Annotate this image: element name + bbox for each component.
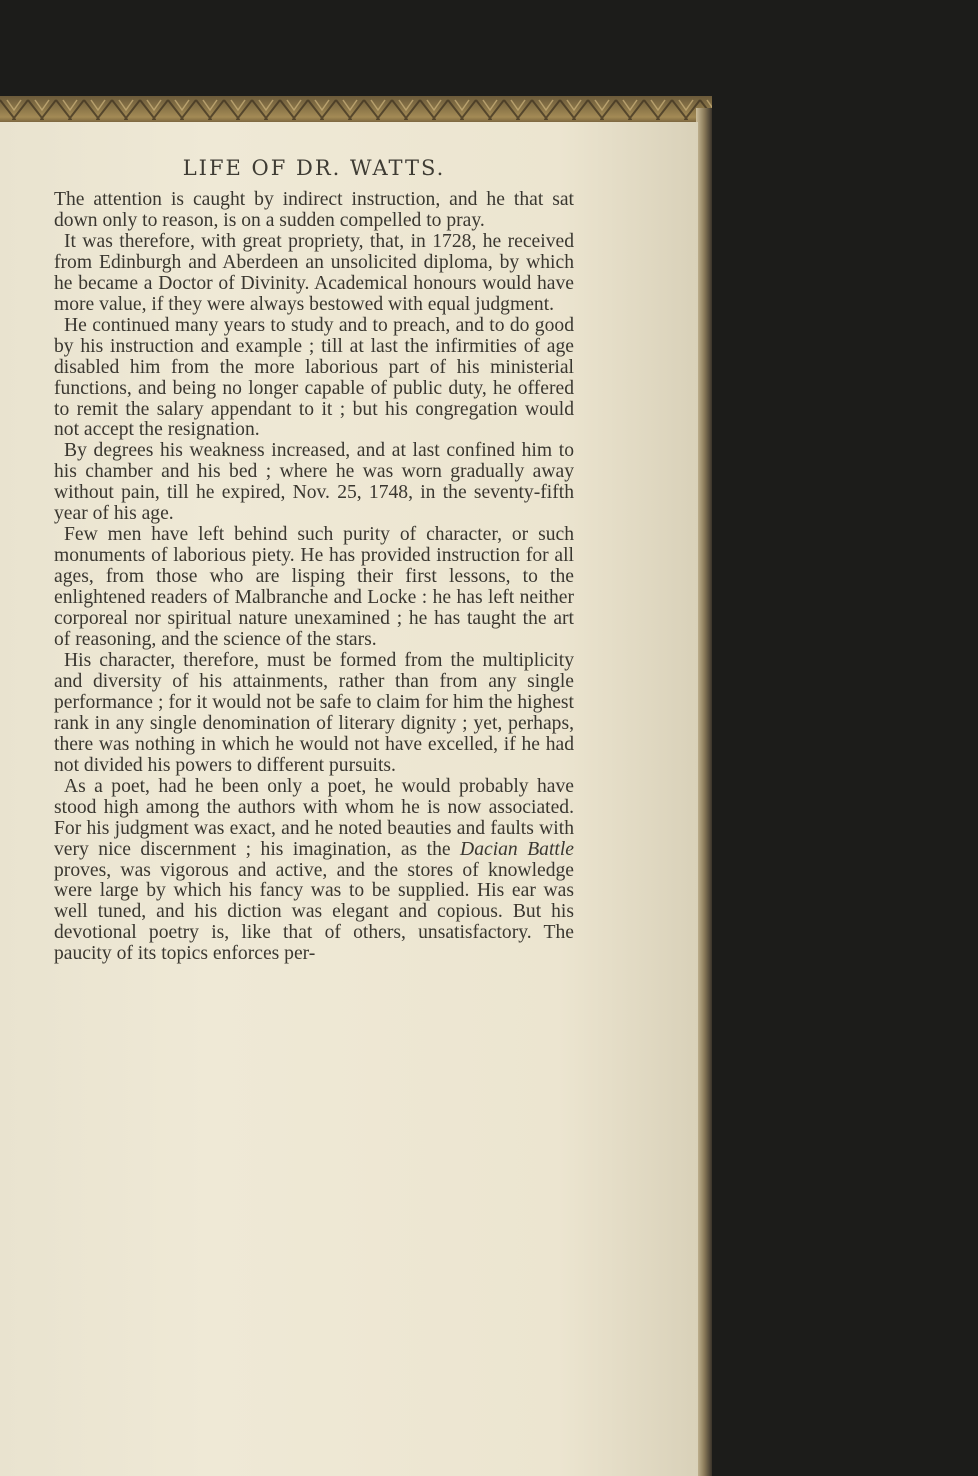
paragraph-text: proves, was vigorous and active, and the stores of knowledge were large by which his fancy was to be supplied. His ear was well tuned, and his diction was elegant and copious. But his devotional poetry is, like that of others, unsatisfactory. The paucity of its topics enforces per- <box>54 859 574 965</box>
paragraph: By degrees his weakness increased, and at last confined him to his chamber and his bed ; where he was worn gradually away without pain, till he expired, Nov. 25, 1748, in the seventy-fifth year of his age. <box>54 440 574 525</box>
body-text <box>54 190 574 965</box>
paragraph-text: As a poet, had he been only a poet, he would probably have stood high among the authors with whom he is now associated. For his judgment was exact, and he noted beauties and faults with very nice discernment ; his imagination, as the <box>54 775 574 860</box>
paragraph: His character, therefore, must be formed from the multiplicity and diversity of his attainments, rather than from any single performance ; for it would not be safe to claim for him the highest rank in any single denomination of literary dignity ; yet, perhaps, there was nothing in which he would not have excelled, if he had not divided his powers to different pursuits. <box>54 649 574 776</box>
page-spine-edge <box>696 108 712 1476</box>
italic-title: Dacian Battle <box>460 838 574 860</box>
ornament-border-icon <box>0 98 712 124</box>
running-head: LIFE OF DR. WATTS. <box>182 156 446 180</box>
paragraph: It was therefore, with great propriety, that, in 1728, he received from Edinburgh and Aberdeen an unsolicited diploma, by which he became a Doctor of Divinity. Academical honours would have more value, if they were always bestowed with equal judgment. <box>54 230 574 315</box>
book-page <box>0 96 712 1476</box>
paragraph: Few men have left behind such purity of character, or such monuments of laborious piety. He has provided instruction for all ages, from those who are lisping their first lessons, to the enlightened readers of Malbranche and Locke : he has left neither corporeal nor spiritual nature unexamined ; he has taught the art of reasoning, and the science of the stars. <box>54 524 574 651</box>
paragraph <box>54 777 574 966</box>
paragraph: He continued many years to study and to preach, and to do good by his instruction and example ; till at last the infirmities of age disabled him from the more laborious part of his ministerial functions, and being no longer capable of public duty, he offered to remit the salary appendant to it ; but his congregation would not accept the resignation. <box>54 314 574 441</box>
paragraph: The attention is caught by indirect instruction, and he that sat down only to reason, is on a sudden compelled to pray. <box>54 189 574 231</box>
page-paper <box>0 122 698 1476</box>
